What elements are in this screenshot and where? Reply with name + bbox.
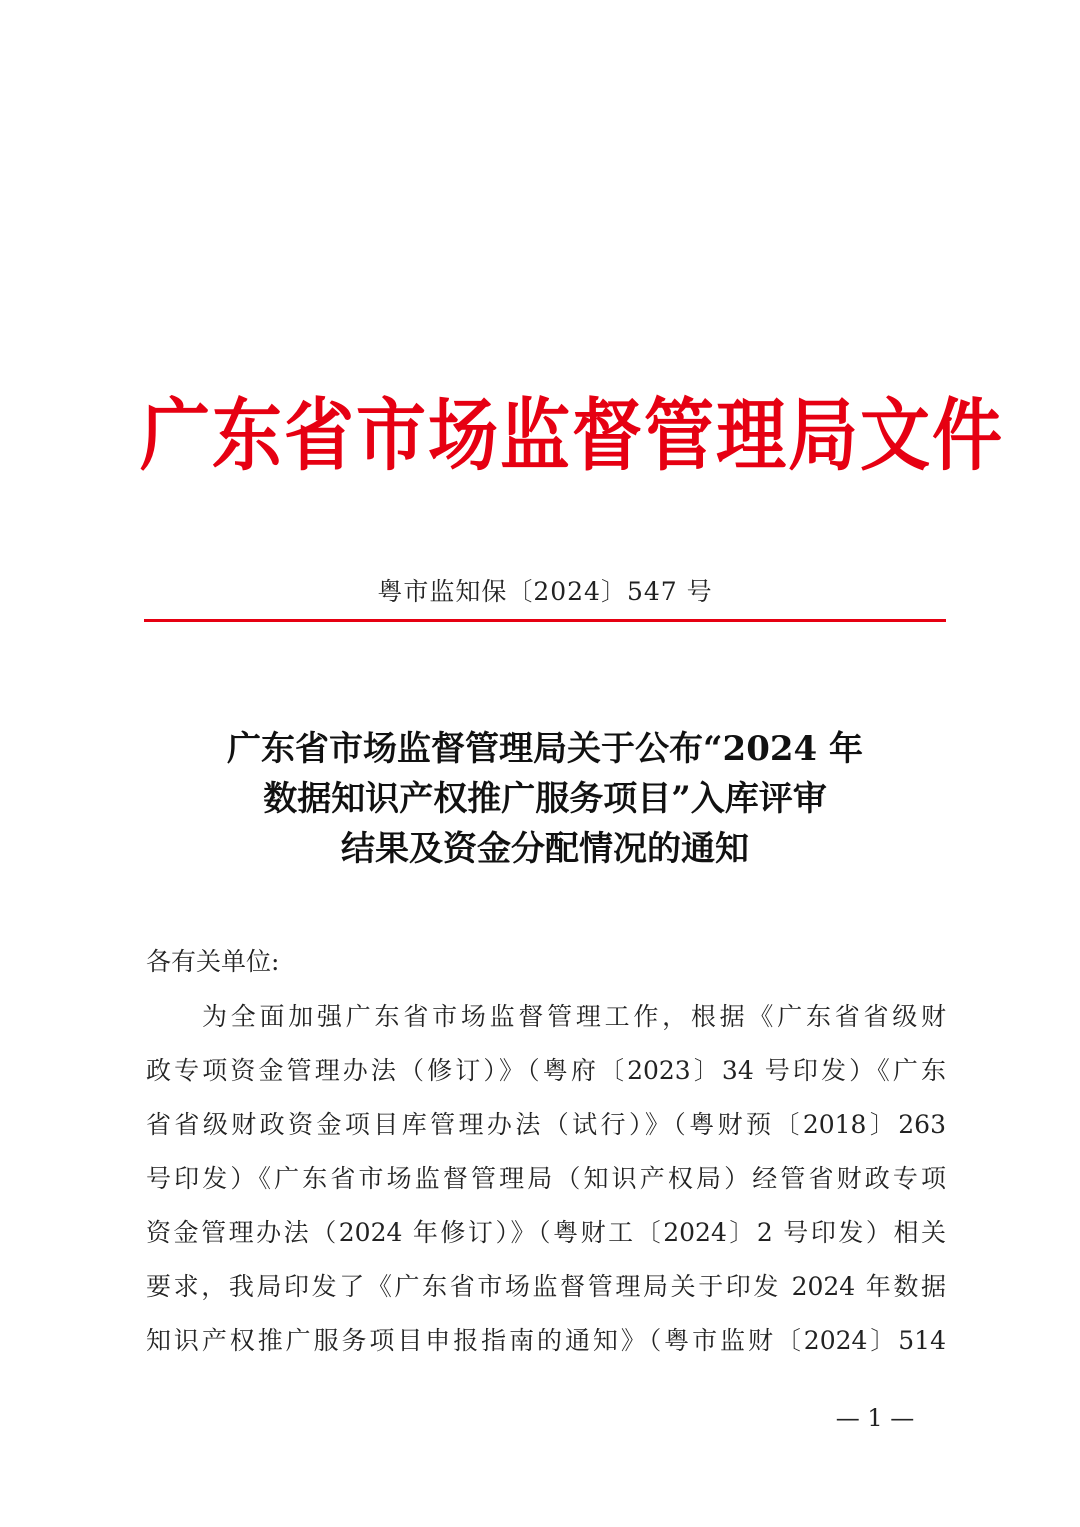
document-title	[140, 724, 950, 874]
title-line: 广东省市场监督管理局关于公布“2024 年	[226, 729, 864, 769]
page-number: — 1 —	[835, 1404, 915, 1432]
body-line: 知识产权推广服务项目申报指南的通知》（粤市监财〔2024〕514	[146, 1326, 946, 1355]
document-number: 粤市监知保〔2024〕547 号	[377, 577, 713, 606]
body-line: 要求，我局印发了《广东省市场监督管理局关于印发 2024 年数据	[146, 1272, 946, 1301]
body-line: 号印发）《广东省市场监督管理局（知识产权局）经管省财政专项	[146, 1164, 946, 1193]
body-paragraph	[146, 995, 946, 1373]
red-divider-line	[144, 619, 946, 622]
body-line: 资金管理办法（2024 年修订）》（粤财工〔2024〕2 号印发）相关	[146, 1218, 946, 1247]
body-line: 省省级财政资金项目库管理办法（试行）》（粤财预〔2018〕263	[146, 1110, 946, 1139]
body-line: 政专项资金管理办法（修订）》（粤府〔2023〕34 号印发）《广东	[146, 1056, 946, 1085]
salutation: 各有关单位:	[146, 947, 280, 976]
body-line: 为全面加强广东省市场监督管理工作，根据《广东省省级财	[202, 1002, 946, 1031]
title-line: 数据知识产权推广服务项目”入库评审	[263, 779, 827, 819]
title-line: 结果及资金分配情况的通知	[341, 829, 749, 869]
issuer-header: 广东省市场监督管理局文件	[140, 388, 1004, 482]
